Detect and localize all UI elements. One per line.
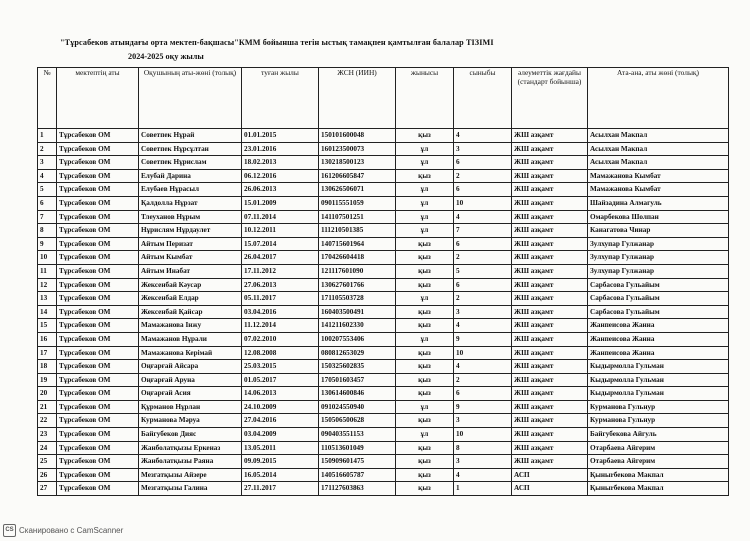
iin: 140516605787 <box>319 468 396 482</box>
school-name: Тұрсабеков ОМ <box>57 264 139 278</box>
parent-name: Асылхан Макпал <box>588 142 729 156</box>
gender: ұл <box>396 292 454 306</box>
school-name: Тұрсабеков ОМ <box>57 332 139 346</box>
table-body <box>38 129 729 496</box>
gender: қыз <box>396 264 454 278</box>
birth-date: 07.11.2014 <box>242 210 319 224</box>
social-status: ЖШ азқамт <box>512 169 588 183</box>
birth-date: 07.02.2010 <box>242 332 319 346</box>
social-status: ЖШ азқамт <box>512 183 588 197</box>
grade: 4 <box>454 210 512 224</box>
table-row <box>38 169 729 183</box>
row-number: 20 <box>38 387 57 401</box>
grade: 10 <box>454 428 512 442</box>
birth-date: 26.06.2013 <box>242 183 319 197</box>
iin: 091024550940 <box>319 400 396 414</box>
parent-name: Асылхан Макпал <box>588 156 729 170</box>
iin: 080812653029 <box>319 346 396 360</box>
gender: қыз <box>396 455 454 469</box>
school-name: Тұрсабеков ОМ <box>57 169 139 183</box>
grade: 3 <box>454 455 512 469</box>
grade: 10 <box>454 196 512 210</box>
iin: 171127603863 <box>319 482 396 496</box>
iin: 171105503728 <box>319 292 396 306</box>
parent-name: Канагатова Чинар <box>588 224 729 238</box>
row-number: 24 <box>38 441 57 455</box>
row-number: 21 <box>38 400 57 414</box>
school-name: Тұрсабеков ОМ <box>57 428 139 442</box>
iin: 141211602330 <box>319 319 396 333</box>
header-col-grade: сыныбы <box>454 68 512 129</box>
social-status: ЖШ азқамт <box>512 224 588 238</box>
school-name: Тұрсабеков ОМ <box>57 414 139 428</box>
parent-name: Кыдырмолла Гульман <box>588 373 729 387</box>
table-row <box>38 305 729 319</box>
table-row <box>38 156 729 170</box>
row-number: 9 <box>38 237 57 251</box>
parent-name: Кыдырмолла Гульман <box>588 360 729 374</box>
social-status: ЖШ азқамт <box>512 373 588 387</box>
grade: 6 <box>454 156 512 170</box>
header-col-parent-name: Ата-ана, аты жөні (толық) <box>588 68 729 129</box>
parent-name: Кыдырмолла Гульман <box>588 387 729 401</box>
school-name: Тұрсабеков ОМ <box>57 387 139 401</box>
student-name: Тлеуханов Нұрым <box>139 210 242 224</box>
iin: 121117601090 <box>319 264 396 278</box>
school-name: Тұрсабеков ОМ <box>57 142 139 156</box>
grade: 4 <box>454 129 512 143</box>
social-status: ЖШ азқамт <box>512 196 588 210</box>
birth-date: 27.11.2017 <box>242 482 319 496</box>
gender: ұл <box>396 156 454 170</box>
row-number: 23 <box>38 428 57 442</box>
school-name: Тұрсабеков ОМ <box>57 373 139 387</box>
student-name: Жанболатқызы Еркеназ <box>139 441 242 455</box>
grade: 7 <box>454 224 512 238</box>
table-row <box>38 237 729 251</box>
grade: 10 <box>454 346 512 360</box>
gender: ұл <box>396 332 454 346</box>
row-number: 3 <box>38 156 57 170</box>
grade: 4 <box>454 360 512 374</box>
parent-name: Отарбаева Айгерим <box>588 441 729 455</box>
social-status: ЖШ азқамт <box>512 332 588 346</box>
parent-name: Отарбаева Айгерим <box>588 455 729 469</box>
grade: 2 <box>454 292 512 306</box>
header-col-iin: ЖСН (ИИН) <box>319 68 396 129</box>
student-name: Жанболатқызы Раяна <box>139 455 242 469</box>
grade: 2 <box>454 373 512 387</box>
row-number: 1 <box>38 129 57 143</box>
row-number: 25 <box>38 455 57 469</box>
parent-name: Байгубекова Айгуль <box>588 428 729 442</box>
birth-date: 12.08.2008 <box>242 346 319 360</box>
social-status: ЖШ азқамт <box>512 414 588 428</box>
student-name: Мамажанов Нұрали <box>139 332 242 346</box>
social-status: ЖШ азқамт <box>512 264 588 278</box>
table-row <box>38 210 729 224</box>
school-name: Тұрсабеков ОМ <box>57 455 139 469</box>
school-name: Тұрсабеков ОМ <box>57 196 139 210</box>
iin: 150101600048 <box>319 129 396 143</box>
school-name: Тұрсабеков ОМ <box>57 224 139 238</box>
social-status: ЖШ азқамт <box>512 400 588 414</box>
gender: қыз <box>396 373 454 387</box>
iin: 160403500491 <box>319 305 396 319</box>
row-number: 16 <box>38 332 57 346</box>
student-name: Мезгатқызы Галина <box>139 482 242 496</box>
student-name: Мезгатқызы Айзере <box>139 468 242 482</box>
row-number: 19 <box>38 373 57 387</box>
iin: 170501603457 <box>319 373 396 387</box>
social-status: ЖШ азқамт <box>512 278 588 292</box>
birth-date: 15.01.2009 <box>242 196 319 210</box>
birth-date: 06.12.2016 <box>242 169 319 183</box>
social-status: ЖШ азқамт <box>512 292 588 306</box>
gender: ұл <box>396 142 454 156</box>
parent-name: Зулхупар Гулжанар <box>588 237 729 251</box>
iin: 130218500123 <box>319 156 396 170</box>
iin: 150506500628 <box>319 414 396 428</box>
table-header <box>38 68 729 129</box>
table-row <box>38 468 729 482</box>
social-status: ЖШ азқамт <box>512 387 588 401</box>
gender: қыз <box>396 360 454 374</box>
social-status: ЖШ азқамт <box>512 319 588 333</box>
header-col-student-name: Оқушының аты-жөні (толық) <box>139 68 242 129</box>
student-name: Мамажанова Керімай <box>139 346 242 360</box>
iin: 141107501251 <box>319 210 396 224</box>
gender: ұл <box>396 400 454 414</box>
gender: қыз <box>396 169 454 183</box>
student-name: Айтым Перизат <box>139 237 242 251</box>
table-row <box>38 441 729 455</box>
parent-name: Курманова Гульнур <box>588 414 729 428</box>
social-status: ЖШ азқамт <box>512 441 588 455</box>
birth-date: 17.11.2012 <box>242 264 319 278</box>
student-name: Советпек Нұрислам <box>139 156 242 170</box>
parent-name: Жанпеисова Жанна <box>588 346 729 360</box>
grade: 2 <box>454 251 512 265</box>
academic-year: 2024-2025 оқу жылы <box>128 52 204 61</box>
student-name: Оңғарғай Айсара <box>139 360 242 374</box>
table-row <box>38 346 729 360</box>
table-row <box>38 292 729 306</box>
grade: 8 <box>454 441 512 455</box>
gender: қыз <box>396 251 454 265</box>
gender: қыз <box>396 278 454 292</box>
row-number: 15 <box>38 319 57 333</box>
iin: 140715601964 <box>319 237 396 251</box>
student-name: Құрманов Нұрлан <box>139 400 242 414</box>
parent-name: Омарбекова Шолпан <box>588 210 729 224</box>
birth-date: 25.03.2015 <box>242 360 319 374</box>
birth-date: 11.12.2014 <box>242 319 319 333</box>
iin: 130627601766 <box>319 278 396 292</box>
grade: 6 <box>454 387 512 401</box>
school-name: Тұрсабеков ОМ <box>57 482 139 496</box>
student-name: Елубай Дарина <box>139 169 242 183</box>
social-status: ЖШ азқамт <box>512 251 588 265</box>
row-number: 18 <box>38 360 57 374</box>
table-row <box>38 414 729 428</box>
birth-date: 16.05.2014 <box>242 468 319 482</box>
iin: 150325602835 <box>319 360 396 374</box>
birth-date: 09.09.2015 <box>242 455 319 469</box>
school-name: Тұрсабеков ОМ <box>57 305 139 319</box>
parent-name: Сарбасова Гульайым <box>588 278 729 292</box>
header-col-school: мектептің аты <box>57 68 139 129</box>
gender: қыз <box>396 346 454 360</box>
gender: қыз <box>396 129 454 143</box>
student-name: Мамажанова Інжу <box>139 319 242 333</box>
gender: ұл <box>396 428 454 442</box>
table-row <box>38 278 729 292</box>
student-name: Нұрислям Нұрдаулет <box>139 224 242 238</box>
table-row <box>38 251 729 265</box>
camscanner-logo-icon: CS <box>3 524 16 537</box>
grade: 4 <box>454 468 512 482</box>
student-name: Оңғарғай Аруна <box>139 373 242 387</box>
document-title: "Тұрсабеков атындағы орта мектеп-бақшасы"КММ бойынша тегін ыстық тамақпен қамтылған балалар ТІЗІМІ <box>60 38 494 47</box>
birth-date: 26.04.2017 <box>242 251 319 265</box>
birth-date: 27.06.2013 <box>242 278 319 292</box>
birth-date: 13.05.2011 <box>242 441 319 455</box>
parent-name: Мамажанова Кымбат <box>588 183 729 197</box>
parent-name: Шайзадина Алмагуль <box>588 196 729 210</box>
social-status: ЖШ азқамт <box>512 210 588 224</box>
parent-name: Курманова Гульнур <box>588 400 729 414</box>
row-number: 27 <box>38 482 57 496</box>
school-name: Тұрсабеков ОМ <box>57 129 139 143</box>
table-row <box>38 224 729 238</box>
school-name: Тұрсабеков ОМ <box>57 237 139 251</box>
iin: 090403551153 <box>319 428 396 442</box>
row-number: 7 <box>38 210 57 224</box>
birth-date: 15.07.2014 <box>242 237 319 251</box>
iin: 150909601475 <box>319 455 396 469</box>
gender: қыз <box>396 305 454 319</box>
social-status: ЖШ азқамт <box>512 428 588 442</box>
row-number: 8 <box>38 224 57 238</box>
parent-name: Жанпеисова Жанна <box>588 319 729 333</box>
row-number: 17 <box>38 346 57 360</box>
row-number: 11 <box>38 264 57 278</box>
birth-date: 01.05.2017 <box>242 373 319 387</box>
grade: 3 <box>454 414 512 428</box>
iin: 160123500073 <box>319 142 396 156</box>
birth-date: 05.11.2017 <box>242 292 319 306</box>
birth-date: 03.04.2009 <box>242 428 319 442</box>
social-status: ЖШ азқамт <box>512 346 588 360</box>
iin: 110513601049 <box>319 441 396 455</box>
row-number: 22 <box>38 414 57 428</box>
parent-name: Сарбасова Гульайым <box>588 305 729 319</box>
table-row <box>38 142 729 156</box>
birth-date: 10.12.2011 <box>242 224 319 238</box>
parent-name: Жанпеисова Жанна <box>588 332 729 346</box>
parent-name: Қыныrбекова Макпал <box>588 482 729 496</box>
table-row <box>38 332 729 346</box>
student-name: Байгубеков Дияс <box>139 428 242 442</box>
gender: қыз <box>396 482 454 496</box>
table-row <box>38 183 729 197</box>
grade: 2 <box>454 169 512 183</box>
school-name: Тұрсабеков ОМ <box>57 400 139 414</box>
school-name: Тұрсабеков ОМ <box>57 183 139 197</box>
header-col-number: № <box>38 68 57 129</box>
gender: ұл <box>396 224 454 238</box>
social-status: АСП <box>512 468 588 482</box>
social-status: АСП <box>512 482 588 496</box>
gender: қыз <box>396 468 454 482</box>
social-status: ЖШ азқамт <box>512 237 588 251</box>
grade: 9 <box>454 332 512 346</box>
parent-name: Сарбасова Гульайым <box>588 292 729 306</box>
parent-name: Асылхан Макпал <box>588 129 729 143</box>
gender: ұл <box>396 210 454 224</box>
student-name: Қалдолла Нұрзат <box>139 196 242 210</box>
header-col-birth-date: туған жылы <box>242 68 319 129</box>
social-status: ЖШ азқамт <box>512 142 588 156</box>
birth-date: 24.10.2009 <box>242 400 319 414</box>
table-row <box>38 455 729 469</box>
school-name: Тұрсабеков ОМ <box>57 210 139 224</box>
gender: ұл <box>396 183 454 197</box>
student-name: Жексенбай Кәусар <box>139 278 242 292</box>
social-status: ЖШ азқамт <box>512 156 588 170</box>
iin: 130626506071 <box>319 183 396 197</box>
school-name: Тұрсабеков ОМ <box>57 319 139 333</box>
table-row <box>38 428 729 442</box>
grade: 9 <box>454 400 512 414</box>
grade: 3 <box>454 142 512 156</box>
social-status: ЖШ азқамт <box>512 455 588 469</box>
school-name: Тұрсабеков ОМ <box>57 360 139 374</box>
grade: 3 <box>454 305 512 319</box>
birth-date: 01.01.2015 <box>242 129 319 143</box>
row-number: 10 <box>38 251 57 265</box>
iin: 100207553406 <box>319 332 396 346</box>
table-row <box>38 400 729 414</box>
gender: ұл <box>396 196 454 210</box>
grade: 6 <box>454 183 512 197</box>
table-row <box>38 319 729 333</box>
parent-name: Зулхупар Гулжанар <box>588 264 729 278</box>
row-number: 4 <box>38 169 57 183</box>
table-row <box>38 373 729 387</box>
row-number: 5 <box>38 183 57 197</box>
birth-date: 23.01.2016 <box>242 142 319 156</box>
table-row <box>38 196 729 210</box>
gender: қыз <box>396 387 454 401</box>
school-name: Тұрсабеков ОМ <box>57 441 139 455</box>
row-number: 2 <box>38 142 57 156</box>
gender: қыз <box>396 441 454 455</box>
social-status: ЖШ азқамт <box>512 305 588 319</box>
student-name: Курманова Мәруа <box>139 414 242 428</box>
scanner-credit: Сканировано с CamScanner <box>19 526 124 535</box>
gender: қыз <box>396 414 454 428</box>
row-number: 6 <box>38 196 57 210</box>
grade: 4 <box>454 319 512 333</box>
school-name: Тұрсабеков ОМ <box>57 468 139 482</box>
header-col-social-status: әлеуметтік жағдайы (стандарт бойынша) <box>512 68 588 129</box>
header-col-gender: жынысы <box>396 68 454 129</box>
social-status: ЖШ азқамт <box>512 360 588 374</box>
table-row <box>38 264 729 278</box>
school-name: Тұрсабеков ОМ <box>57 278 139 292</box>
grade: 5 <box>454 264 512 278</box>
birth-date: 18.02.2013 <box>242 156 319 170</box>
grade: 1 <box>454 482 512 496</box>
student-name: Советпек Нұрай <box>139 129 242 143</box>
table-row <box>38 360 729 374</box>
school-name: Тұрсабеков ОМ <box>57 346 139 360</box>
parent-name: Зулхупар Гулжанар <box>588 251 729 265</box>
iin: 130614600846 <box>319 387 396 401</box>
school-name: Тұрсабеков ОМ <box>57 292 139 306</box>
gender: қыз <box>396 319 454 333</box>
iin: 170426604418 <box>319 251 396 265</box>
iin: 161206605847 <box>319 169 396 183</box>
birth-date: 03.04.2016 <box>242 305 319 319</box>
table-row <box>38 387 729 401</box>
iin: 090115551059 <box>319 196 396 210</box>
student-name: Айтым Кымбат <box>139 251 242 265</box>
parent-name: Мамажанова Кымбат <box>588 169 729 183</box>
school-name: Тұрсабеков ОМ <box>57 251 139 265</box>
student-name: Жексенбай Қайсар <box>139 305 242 319</box>
birth-date: 14.06.2013 <box>242 387 319 401</box>
iin: 111210501385 <box>319 224 396 238</box>
students-table <box>37 67 729 496</box>
student-name: Жексенбай Елдар <box>139 292 242 306</box>
gender: қыз <box>396 237 454 251</box>
parent-name: Қыныrбекова Макпал <box>588 468 729 482</box>
row-number: 12 <box>38 278 57 292</box>
grade: 6 <box>454 278 512 292</box>
table-row <box>38 129 729 143</box>
row-number: 14 <box>38 305 57 319</box>
school-name: Тұрсабеков ОМ <box>57 156 139 170</box>
table-row <box>38 482 729 496</box>
row-number: 26 <box>38 468 57 482</box>
birth-date: 27.04.2016 <box>242 414 319 428</box>
student-name: Оңғарғай Асия <box>139 387 242 401</box>
row-number: 13 <box>38 292 57 306</box>
student-name: Елубаев Нұрасыл <box>139 183 242 197</box>
grade: 6 <box>454 237 512 251</box>
social-status: ЖШ азқамт <box>512 129 588 143</box>
student-name: Айтым Инабат <box>139 264 242 278</box>
student-name: Советпек Нұрсұлтан <box>139 142 242 156</box>
scanner-footer <box>3 524 123 537</box>
